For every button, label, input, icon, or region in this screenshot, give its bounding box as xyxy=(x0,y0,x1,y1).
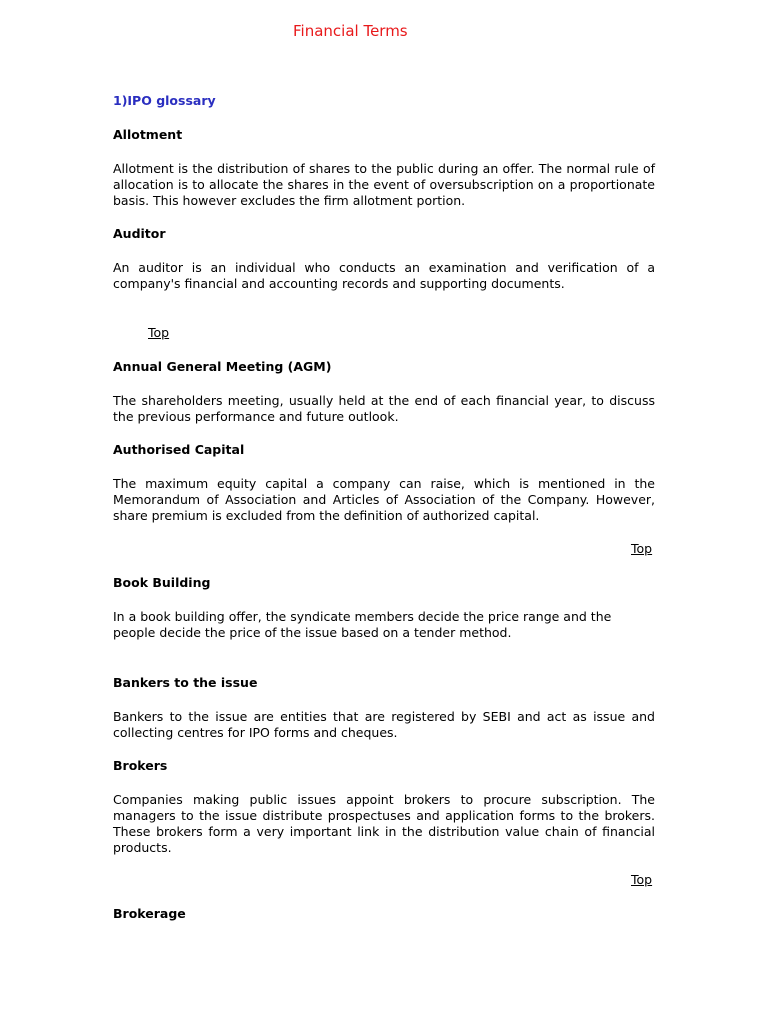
term-heading-auditor: Auditor xyxy=(113,226,166,241)
term-heading-authorised-capital: Authorised Capital xyxy=(113,442,245,457)
definition-agm: The shareholders meeting, usually held at the end of each financial year, to discuss the previous performance and future outlook. xyxy=(113,393,655,424)
definition-brokers: Companies making public issues appoint brokers to procure subscription. The managers to the issue distribute prospectuses and application forms to the brokers. These brokers form a very important link in the distribution value chain of financial products. xyxy=(113,792,655,855)
page-title: Financial Terms xyxy=(293,22,408,40)
definition-allotment: Allotment is the distribution of shares to the public during an offer. The normal rule of allocation is to allocate the shares in the event of oversubscription on a proportionate basis. This however excludes the firm allotment portion. xyxy=(113,161,655,208)
definition-bankers: Bankers to the issue are entities that are registered by SEBI and act as issue and collecting centres for IPO forms and cheques. xyxy=(113,709,655,740)
definition-auditor: An auditor is an individual who conducts an examination and verification of a company's financial and accounting records and supporting documents. xyxy=(113,260,655,291)
top-link[interactable]: Top xyxy=(631,872,653,887)
top-link[interactable]: Top xyxy=(148,325,170,340)
term-heading-book-building: Book Building xyxy=(113,575,211,590)
term-heading-agm: Annual General Meeting (AGM) xyxy=(113,359,332,374)
section-heading: 1)IPO glossary xyxy=(113,93,216,108)
definition-authorised-capital: The maximum equity capital a company can raise, which is mentioned in the Memorandum of Association and Articles of Association of the Company. However, share premium is excluded from the definition of authorized capital. xyxy=(113,476,655,523)
term-heading-brokers: Brokers xyxy=(113,758,168,773)
definition-book-building: In a book building offer, the syndicate members decide the price range and the people decide the price of the issue based on a tender method. xyxy=(113,609,612,640)
term-heading-bankers: Bankers to the issue xyxy=(113,675,258,690)
term-heading-brokerage: Brokerage xyxy=(113,906,186,921)
top-link[interactable]: Top xyxy=(631,541,653,556)
term-heading-allotment: Allotment xyxy=(113,127,183,142)
